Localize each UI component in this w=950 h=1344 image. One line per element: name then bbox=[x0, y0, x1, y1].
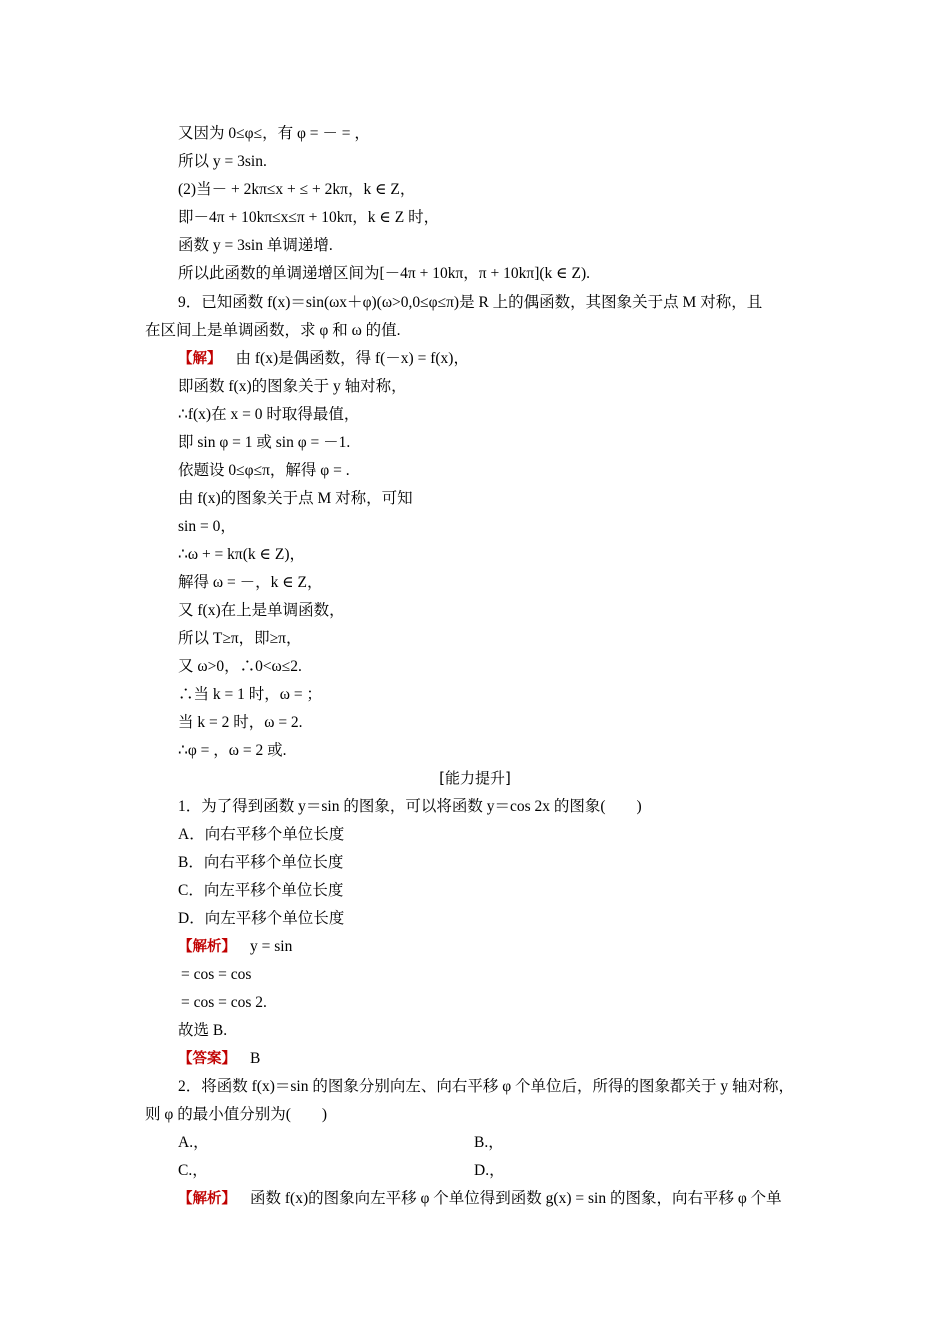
option-a: A.， bbox=[178, 1134, 209, 1151]
analysis-header bbox=[178, 1189, 782, 1209]
section-heading: [能力提升] bbox=[439, 769, 511, 787]
option-b: B.， bbox=[474, 1134, 504, 1151]
solution-line: 又 ω>0，∴0<ω≤2. bbox=[178, 658, 302, 675]
solution-line: 所以 T≥π，即≥π， bbox=[178, 630, 302, 647]
analysis-line: 故选 B. bbox=[178, 1022, 228, 1039]
solution-line: 依题设 0≤φ≤π，解得 φ = . bbox=[178, 462, 350, 479]
analysis-header bbox=[178, 937, 292, 957]
analysis-line: = cos = cos 2. bbox=[181, 994, 267, 1011]
option-d: D.， bbox=[474, 1162, 505, 1179]
solution-line: 由 f(x)的图象关于点 M 对称，可知 bbox=[178, 490, 413, 507]
solution-line: 所以此函数的单调递增区间为[－4π + 10kπ，π + 10kπ](k ∈ Z). bbox=[178, 265, 590, 282]
analysis-line: = cos = cos bbox=[181, 966, 252, 983]
solution-line: ∴φ = ，ω = 2 或. bbox=[178, 742, 287, 759]
analysis-first-line: y = sin bbox=[250, 938, 293, 955]
solution-line: 又 f(x)在上是单调函数， bbox=[178, 602, 345, 619]
solution-line: 所以 y = 3sin. bbox=[178, 153, 267, 170]
option-c: C.， bbox=[178, 1162, 208, 1179]
answer-value: B bbox=[250, 1050, 261, 1067]
solution-line: 解得 ω = －，k ∈ Z， bbox=[178, 574, 323, 591]
solution-line: ∴ω + = kπ(k ∈ Z)， bbox=[178, 546, 306, 563]
solution-line: 又因为 0≤φ≤，有 φ = － = ， bbox=[178, 125, 370, 142]
question-1-text: 1．为了得到函数 y＝sin 的图象，可以将函数 y＝cos 2x 的图象( ) bbox=[178, 798, 642, 815]
question-2-text-cont: 则 φ 的最小值分别为( ) bbox=[145, 1106, 328, 1123]
solution-header bbox=[178, 349, 469, 369]
solution-line: ∴f(x)在 x = 0 时取得最值， bbox=[178, 406, 360, 423]
answer-tag: 【答案】 bbox=[178, 1051, 236, 1067]
question-2-text: 2．将函数 f(x)＝sin 的图象分别向左、向右平移 φ 个单位后，所得的图象都关于 y 轴对称， bbox=[178, 1078, 795, 1095]
problem-9-text-cont: 在区间上是单调函数，求 φ 和 ω 的值. bbox=[145, 322, 401, 339]
option-b: B．向右平移个单位长度 bbox=[178, 854, 344, 871]
answer-line bbox=[178, 1049, 260, 1069]
solution-line: 当 k = 2 时，ω = 2. bbox=[178, 714, 303, 731]
analysis-tag: 【解析】 bbox=[178, 1191, 236, 1207]
solution-line: 即函数 f(x)的图象关于 y 轴对称， bbox=[178, 378, 407, 395]
solution-line: sin = 0， bbox=[178, 518, 236, 535]
option-d: D．向左平移个单位长度 bbox=[178, 910, 345, 927]
solution-line: 函数 y = 3sin 单调递增. bbox=[178, 237, 333, 254]
option-a: A．向右平移个单位长度 bbox=[178, 826, 345, 843]
solution-line: ∴当 k = 1 时，ω = ； bbox=[178, 686, 322, 703]
option-c: C．向左平移个单位长度 bbox=[178, 882, 344, 899]
solution-first-line: 由 f(x)是偶函数，得 f(－x) = f(x)， bbox=[235, 350, 469, 367]
solution-line: 即 sin φ = 1 或 sin φ = －1. bbox=[178, 434, 351, 451]
analysis-tag: 【解析】 bbox=[178, 939, 236, 955]
solution-tag: 【解】 bbox=[178, 351, 222, 367]
analysis-first-line: 函数 f(x)的图象向左平移 φ 个单位得到函数 g(x) = sin 的图象，向右平移 φ 个单 bbox=[250, 1190, 782, 1207]
solution-line: (2)当－ + 2kπ≤x + ≤ + 2kπ，k ∈ Z， bbox=[178, 181, 416, 198]
problem-9-text: 9．已知函数 f(x)＝sin(ωx＋φ)(ω>0,0≤φ≤π)是 R 上的偶函数，其图象关于点 M 对称，且 bbox=[178, 294, 763, 311]
solution-line: 即－4π + 10kπ≤x≤π + 10kπ，k ∈ Z 时， bbox=[178, 209, 440, 226]
